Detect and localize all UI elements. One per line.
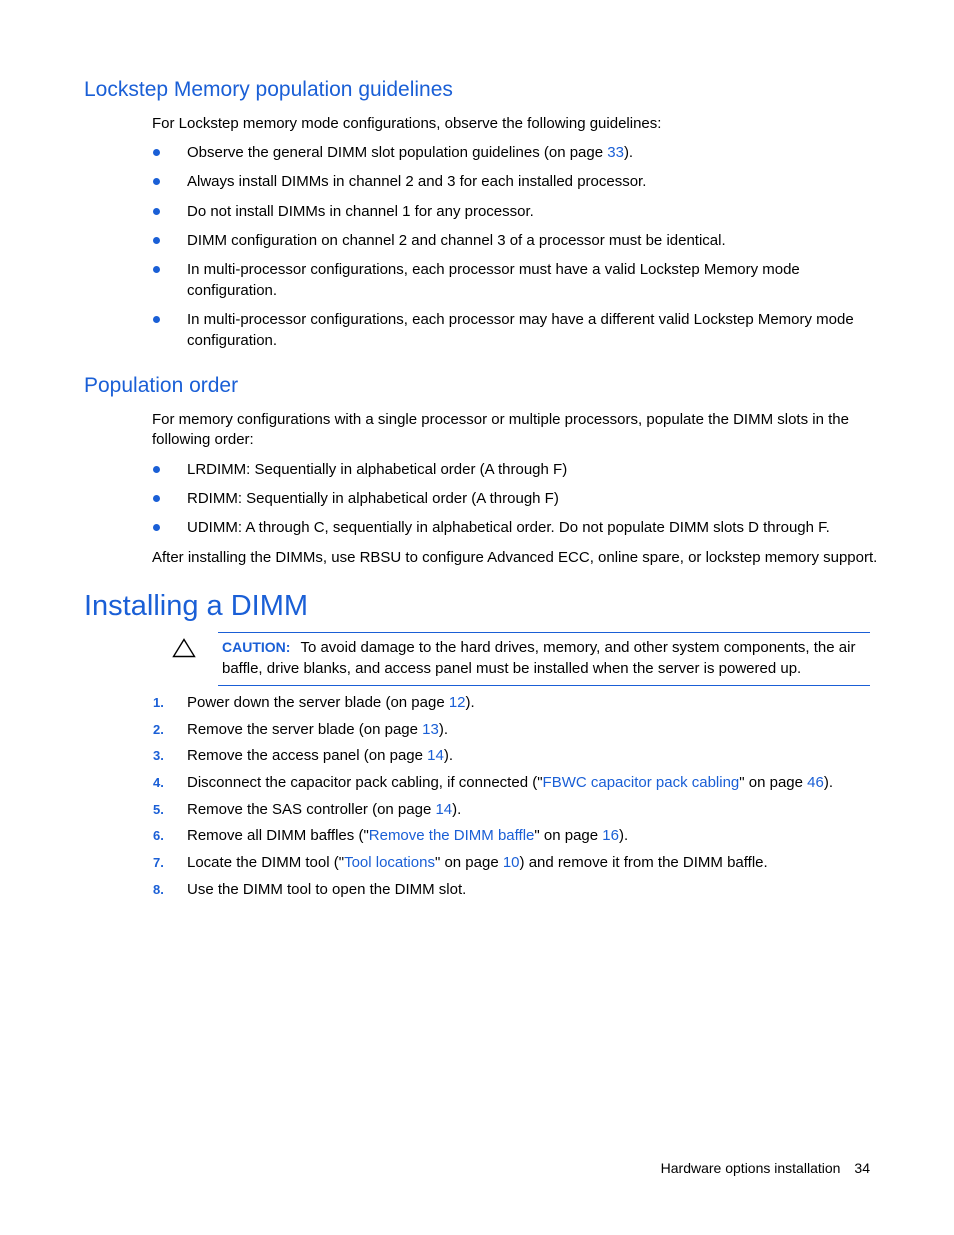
page-footer — [661, 1159, 870, 1177]
page-link[interactable]: 12 — [448, 694, 466, 711]
step-text — [187, 720, 877, 740]
step-text-start: Remove the SAS controller (on page — [187, 801, 436, 818]
page-link[interactable]: 14 — [435, 801, 453, 818]
step-text-end: ). — [438, 721, 448, 738]
caution-label: CAUTION: — [222, 639, 291, 655]
bullet-text-end: ). — [623, 144, 634, 161]
step-text-end: ) and remove it from the DIMM baffle. — [519, 854, 768, 871]
step-text — [187, 826, 877, 846]
step-text-start: Locate the DIMM tool (" — [187, 854, 345, 871]
bullet-text: In multi-processor configurations, each processor must have a valid Lockstep Memory mode configuration. — [187, 261, 800, 299]
topic-link[interactable]: Tool locations — [344, 854, 435, 871]
population-intro: For memory configurations with a single processor or multiple processors, populate the DIMM slots in the following order: — [152, 411, 849, 448]
step-text — [187, 746, 877, 766]
page-number: 34 — [854, 1160, 870, 1176]
bullet-text: Always install DIMMs in channel 2 and 3 for each installed processor. — [187, 173, 647, 190]
bullet-icon — [153, 495, 160, 502]
step-text-mid: " on page — [739, 774, 808, 791]
bullet-icon — [153, 316, 160, 323]
step-text-end: ). — [823, 774, 834, 791]
section-heading-installing-dimm: Installing a DIMM — [84, 590, 309, 622]
step-text — [187, 800, 877, 820]
step-number: 2. — [153, 722, 164, 737]
step-text-start: Remove the server blade (on page — [187, 721, 423, 738]
bullet-text: DIMM configuration on channel 2 and channel 3 of a processor must be identical. — [187, 232, 726, 249]
bullet-icon — [153, 266, 160, 273]
step-number: 4. — [153, 775, 164, 790]
step-text-start: Remove the access panel (on page — [187, 747, 428, 764]
topic-link[interactable]: FBWC capacitor pack cabling — [542, 774, 740, 791]
bullet-icon — [153, 208, 160, 215]
page-link[interactable]: 10 — [502, 854, 520, 871]
footer-section-title: Hardware options installation — [660, 1160, 841, 1176]
caution-box — [218, 632, 870, 686]
bullet-icon — [153, 178, 160, 185]
bullet-text: UDIMM: A through C, sequentially in alphabetical order. Do not populate DIMM slots D through F. — [187, 519, 830, 536]
step-text — [187, 693, 877, 713]
section-heading-lockstep: Lockstep Memory population guidelines — [84, 78, 453, 101]
lockstep-intro: For Lockstep memory mode configurations, observe the following guidelines: — [152, 115, 662, 132]
topic-link[interactable]: Remove the DIMM baffle — [368, 827, 535, 844]
step-text — [187, 853, 877, 873]
step-text — [187, 880, 877, 900]
page-link[interactable]: 16 — [602, 827, 619, 844]
bullet-icon — [153, 237, 160, 244]
page-link[interactable]: 46 — [807, 774, 824, 791]
bullet-text: Observe the general DIMM slot population guidelines (on page — [187, 144, 608, 161]
step-text-start: Remove all DIMM baffles (" — [187, 827, 369, 844]
page-link[interactable]: 14 — [427, 747, 444, 764]
section-heading-population-order: Population order — [84, 374, 239, 397]
step-text-mid: " on page — [534, 827, 603, 844]
step-text-start: Power down the server blade (on page — [187, 694, 449, 711]
step-text-mid: " on page — [434, 854, 503, 871]
step-text — [187, 773, 877, 793]
bullet-icon — [153, 149, 160, 156]
warning-triangle-icon — [172, 638, 196, 658]
bullet-text: RDIMM: Sequentially in alphabetical order (A through F) — [187, 490, 559, 507]
bullet-text: In multi-processor configurations, each processor may have a different valid Lockstep Memory mode configuration. — [187, 311, 854, 349]
bullet-icon — [153, 466, 160, 473]
step-text-end: ). — [618, 827, 629, 844]
population-after: After installing the DIMMs, use RBSU to configure Advanced ECC, online spare, or lockstep memory support. — [152, 549, 878, 566]
step-text-start: Disconnect the capacitor pack cabling, if connected (" — [187, 774, 543, 791]
step-number: 8. — [153, 882, 164, 897]
bullet-text: Do not install DIMMs in channel 1 for any processor. — [187, 203, 534, 220]
caution-text: To avoid damage to the hard drives, memory, and other system components, the air baffle, drive blanks, and access panel must be installed when the server is powered up. — [222, 639, 856, 677]
step-number: 6. — [153, 828, 164, 843]
bullet-icon — [153, 524, 160, 531]
bullet-text: LRDIMM: Sequentially in alphabetical order (A through F) — [187, 461, 568, 478]
page-link[interactable]: 33 — [607, 144, 624, 161]
step-number: 5. — [153, 802, 164, 817]
step-number: 1. — [153, 695, 164, 710]
step-text-end: ). — [465, 694, 475, 711]
step-text-end: ). — [452, 801, 462, 818]
step-number: 3. — [153, 748, 164, 763]
page-link[interactable]: 13 — [422, 721, 439, 738]
step-number: 7. — [153, 855, 164, 870]
step-text-body: Use the DIMM tool to open the DIMM slot. — [187, 881, 467, 898]
step-text-end: ). — [443, 747, 454, 764]
